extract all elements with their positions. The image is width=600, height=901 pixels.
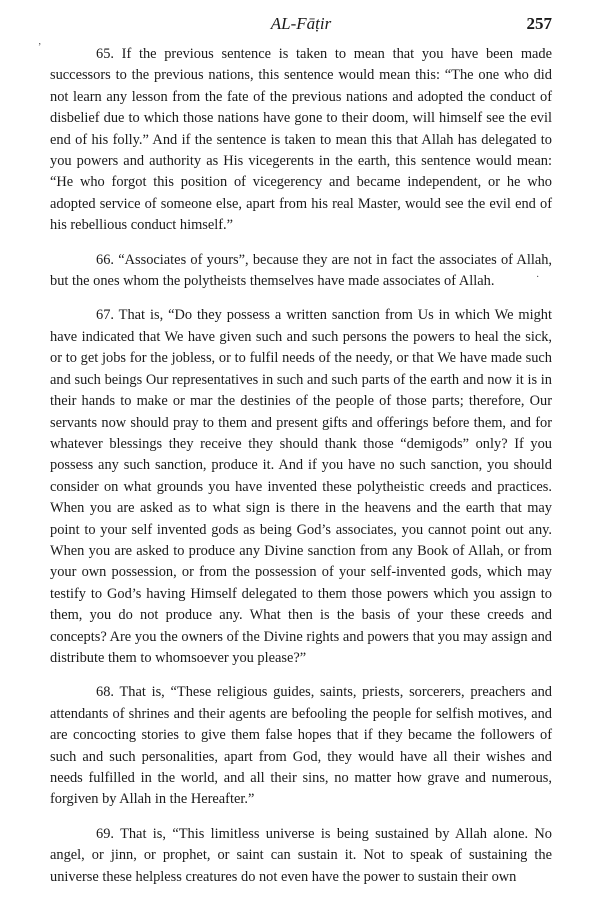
note-66: 66. “Associates of yours”, because they are not in fact the associates of Allah, but the ones whom the polytheists themselves have made associates of Allah.	[50, 251, 552, 290]
margin-speck: ·	[536, 272, 540, 283]
running-header	[50, 14, 552, 38]
chapter-title: AL-Fāṭir	[270, 14, 332, 33]
note-67: 67. That is, “Do they possess a written sanction from Us in which We might have indicated that We have given such and such persons the powers to heal the sick, or to get jobs for the jobless, or to fulfil needs of the needy, or that We have made such and such beings Our representatives in such and such parts of the earth and now it is in their hands to make or mar the destinies of the people of those parts; therefore, Our servants now should pray to them and present gifts and offerings before them, and for whatever blessings they receive they should thank those “demigods” only? If you possess any such sanction, produce it. And if you have no such sanction, you should consider on what grounds you have invented these polytheistic creeds and practices. When you are asked as to what sign is there in the heavens and the earth that may point to your self invented gods as being God’s associates, you cannot point out any. When you are asked to produce any Divine sanction from any Book of Allah, or from your own possession, or from the possession of your self-invented gods, which may testify to God’s having Himself delegated to them those powers which you assign to them, you do not produce any. What then is the basis of your these creeds and concepts? Are you the owners of the Divine rights and powers that you may assign and distribute them to whomsoever you please?”	[50, 307, 552, 666]
commentary-notes	[50, 44, 552, 901]
note-68: 68. That is, “These religious guides, saints, priests, sorcerers, preachers and attendants of shrines and their agents are befooling the people for selfish motives, and are concocting stories to give them false hopes that if they became the followers of such and such personalities, apart from God, they would have all their wishes and needs fulfilled in the world, and all their sins, no matter how grave and numerous, forgiven by Allah in the Hereafter.”	[50, 684, 552, 808]
note-69: 69. That is, “This limitless universe is being sustained by Allah alone. No angel, or jinn, or prophet, or saint can sustain it. Not to speak of sustaining the universe these helpless creatures do not even have the power to sustain their own	[50, 825, 552, 885]
margin-speck: ʼ	[38, 42, 42, 53]
page-number: 257	[526, 14, 552, 33]
note-65: 65. If the previous sentence is taken to mean that you have been made successors to the previous nations, this sentence would mean this: “The one who did not learn any lesson from the fate of the previous nations and adopted the conduct of disbelief due to which those nations have gone to their doom, will himself see the evil end of his folly.” And if the sentence is taken to mean this that Allah has delegated to you powers and authority as His vicegerents in the earth, this sentence would mean: “He who forgot this position of vicegerency and became independent, or he who adopted service of someone else, apart from his real Master, would see the evil end of his rebellious conduct himself.”	[50, 46, 552, 234]
